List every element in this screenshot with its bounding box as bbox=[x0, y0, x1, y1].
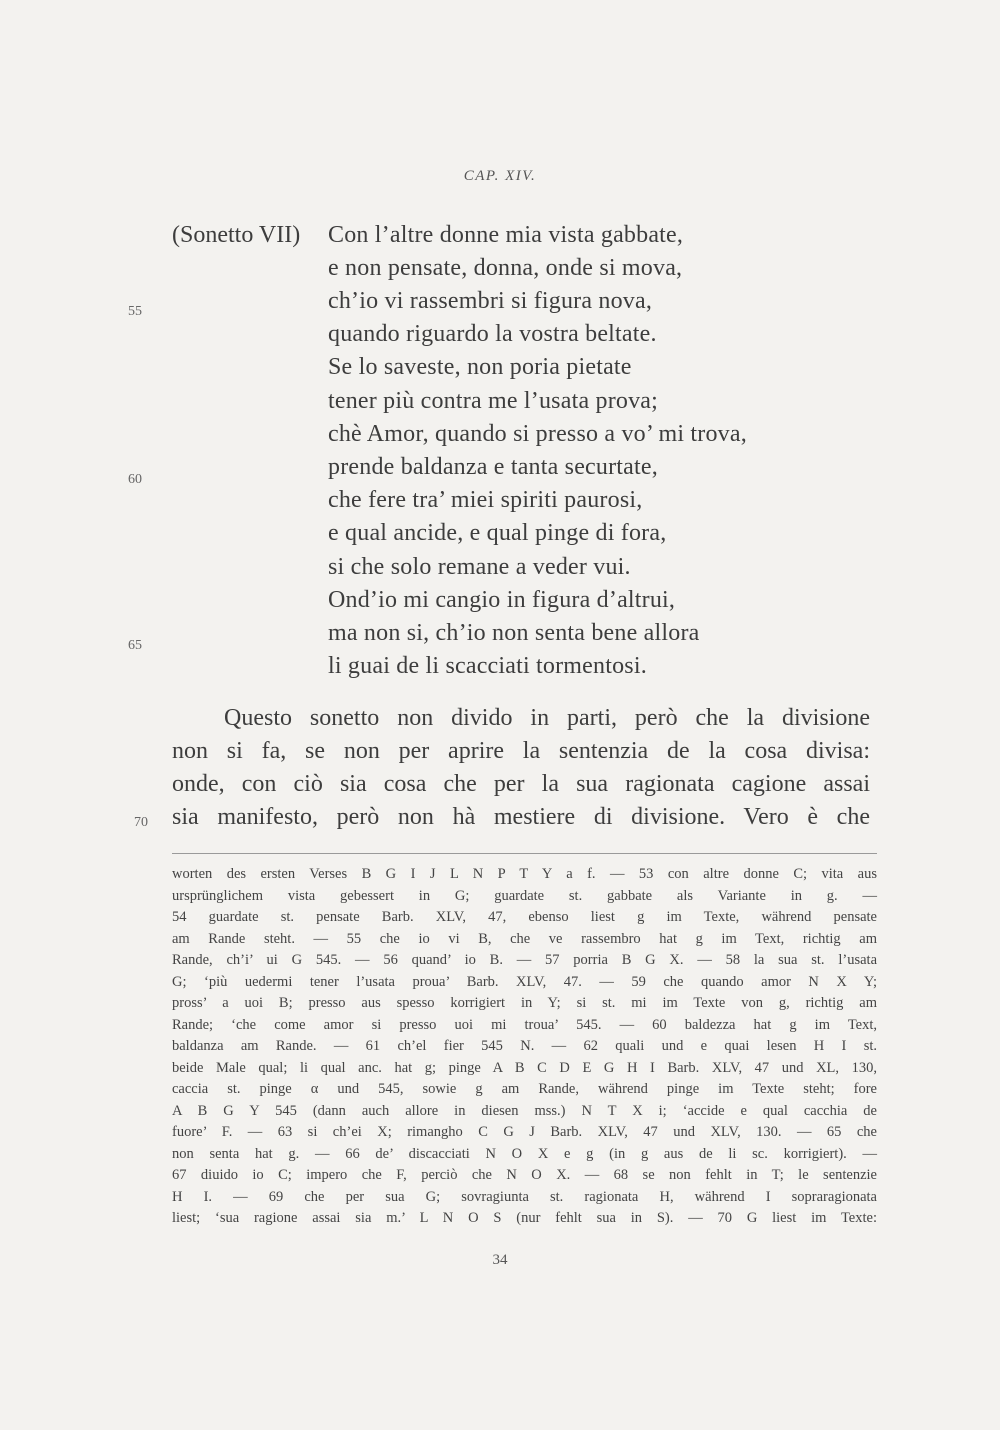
note-line: ursprünglichem vista gebessert in G; guardate st. gabbate als Variante in g. — bbox=[172, 887, 877, 904]
note-line: non senta hat g. — 66 de’ discacciati N O X e g (in g aus de li sc. korrigiert). — bbox=[172, 1145, 877, 1162]
line-number: 65 bbox=[128, 638, 142, 653]
note-line: Rande, ch’i’ ui G 545. — 56 quand’ io B. — 57 porria B G X. — 58 la sua st. l’usata bbox=[172, 952, 877, 968]
prose-line: sia manifesto, però non hà mestiere di divisione. Vero è che bbox=[172, 804, 870, 830]
verse-line: prende baldanza e tanta securtate, bbox=[328, 454, 658, 480]
prose-line: non si fa, se non per aprire la sentenzia de la cosa divisa: bbox=[172, 738, 870, 764]
verse-line: Ond’io mi cangio in figura d’altrui, bbox=[328, 587, 676, 613]
note-line: 67 diuido io C; impero che F, perciò che N O X. — 68 se non fehlt in T; le sentenzie bbox=[172, 1167, 877, 1183]
verse-line: e non pensate, donna, onde si mova, bbox=[328, 255, 683, 281]
note-line: caccia st. pinge α und 545, sowie g am Rande, während pinge im Texte steht; fore bbox=[172, 1081, 877, 1097]
verse-line: ma non si, ch’io non senta bene allora bbox=[328, 620, 700, 646]
prose-line: onde, con ciò sia cosa che per la sua ragionata cagione assai bbox=[172, 771, 870, 797]
page-number: 34 bbox=[492, 1252, 508, 1268]
apparatus-notes bbox=[172, 864, 877, 1230]
verse-line: quando riguardo la vostra beltate. bbox=[328, 321, 657, 347]
note-line: Rande; ‘che come amor si presso uoi mi troua’ 545. — 60 baldezza hat g im Text, bbox=[172, 1016, 877, 1033]
footnote-divider bbox=[172, 853, 877, 854]
prose-line: Questo sonetto non divido in parti, però che la divisione bbox=[224, 705, 870, 731]
verse-line: ch’io vi rassembri si figura nova, bbox=[328, 288, 653, 314]
verse-line: chè Amor, quando si presso a vo’ mi trova, bbox=[328, 421, 747, 447]
note-line: baldanza am Rande. — 61 ch’el fier 545 N. — 62 quali und e quai lesen H I st. bbox=[172, 1038, 877, 1054]
note-line: liest; ‘sua ragione assai sia m.’ L N O S (nur fehlt sua in S). — 70 G liest im Texte: bbox=[172, 1210, 877, 1226]
note-line: G; ‘più uedermi tener l’usata proua’ Barb. XLV, 47. — 59 che quando amor N X Y; bbox=[172, 973, 877, 990]
line-number: 60 bbox=[128, 472, 142, 487]
verse-line: Se lo saveste, non poria pietate bbox=[328, 354, 632, 380]
note-line: H I. — 69 che per sua G; sovragiunta st. ragionata H, während I sopraragionata bbox=[172, 1188, 877, 1205]
note-line: fuore’ F. — 63 si ch’ei X; rimangho C G J Barb. XLV, 47 und XLV, 130. — 65 che bbox=[172, 1124, 877, 1140]
note-line: pross’ a uoi B; presso aus spesso korrigiert in Y; si st. mi im Texte von g, richtig am bbox=[172, 995, 877, 1011]
verse-line: che fere tra’ miei spiriti paurosi, bbox=[328, 487, 643, 513]
note-line: A B G Y 545 (dann auch allore in diesen mss.) N T X i; ‘accide e qual cacchia de bbox=[172, 1102, 877, 1119]
verse-line: Con l’altre donne mia vista gabbate, bbox=[328, 222, 684, 248]
sonnet-title: (Sonetto VII) bbox=[172, 222, 301, 248]
prose-paragraph bbox=[172, 702, 870, 834]
note-line: beide Male qual; li qual anc. hat g; pinge A B C D E G H I Barb. XLV, 47 und XL, 130, bbox=[172, 1059, 877, 1076]
note-line: 54 guardate st. pensate Barb. XLV, 47, ebenso liest g im Texte, während pensate bbox=[172, 909, 877, 925]
verse-line: e qual ancide, e qual pinge di fora, bbox=[328, 520, 667, 546]
line-number: 55 bbox=[128, 304, 142, 319]
verse-line: si che solo remane a veder vui. bbox=[328, 554, 631, 580]
verse-line: tener più contra me l’usata prova; bbox=[328, 388, 659, 414]
verse-line: li guai de li scacciati tormentosi. bbox=[328, 653, 647, 679]
note-line: am Rande steht. — 55 che io vi B, che ve rassembro hat g im Text, richtig am bbox=[172, 930, 877, 947]
line-number: 70 bbox=[134, 815, 148, 830]
note-line: worten des ersten Verses B G I J L N P T Y a f. — 53 con altre donne C; vita aus bbox=[172, 866, 877, 882]
chapter-header: CAP. XIV. bbox=[463, 168, 537, 184]
